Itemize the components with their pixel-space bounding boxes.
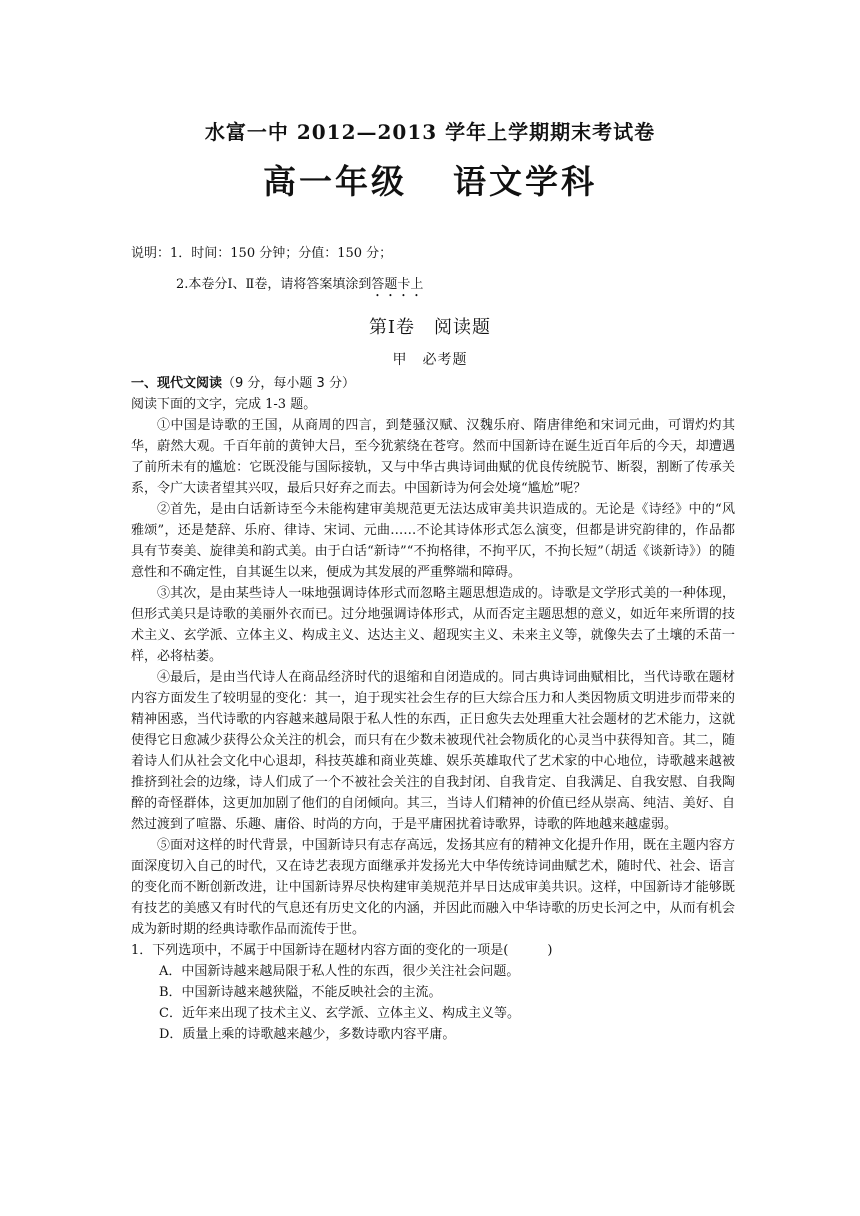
question-1-option-c: C．近年来出现了技术主义、玄学派、立体主义、构成主义等。 <box>159 1006 520 1021</box>
part-heading-title: 一、现代文阅读 <box>131 376 223 391</box>
part-heading-note: （9 分，每小题 3 分） <box>222 376 355 391</box>
reading-body <box>131 373 735 1045</box>
paragraph-1: ①中国是诗歌的王国，从商周的四言，到楚骚汉赋、汉魏乐府、隋唐律绝和宋词元曲，可谓灼灼其华，蔚然大观。千百年前的黄钟大吕，至今犹萦绕在苍穹。然而中国新诗在诞生近百年后的今天，却遭遇了前所未有的尴尬：它既没能与国际接轨，又与中华古典诗词曲赋的优良传统脱节、断裂，割断了传承关系，令广大读者望其兴叹，最后只好弃之而去。中国新诗为何会处境“尴尬”呢？ <box>131 418 735 496</box>
exam-title: 水富一中 2012—2013 学年上学期期末考试卷 <box>204 120 656 144</box>
section-title: 第Ⅰ卷 阅读题 <box>368 317 492 338</box>
question-1-option-a: A．中国新诗越来越局限于私人性的东西，很少关注社会问题。 <box>159 964 520 979</box>
question-1-stem: 1．下列选项中，不属于中国新诗在题材内容方面的变化的一项是( ) <box>131 943 553 958</box>
paragraph-2: ②首先，是由白话新诗至今未能构建审美规范更无法达成审美共识造成的。无论是《诗经》中的“风雅颂”，还是楚辞、乐府、律诗、宋词、元曲……不论其诗体形式怎么演变，但都是讲究韵律的，作品都具有节奏美、旋律美和韵式美。由于白话“新诗”“不拘格律，不拘平仄，不拘长短”（胡适《谈新诗》）的随意性和不确定性，自其诞生以来，便成为其发展的严重弊端和障碍。 <box>131 502 735 580</box>
question-1-option-d: D．质量上乘的诗歌越来越少，多数诗歌内容平庸。 <box>159 1027 456 1042</box>
part-heading <box>131 373 735 394</box>
reading-instruction: 阅读下面的文字，完成 1-3 题。 <box>131 397 317 412</box>
section-subtitle: 甲 必考题 <box>392 352 468 368</box>
subject-label: 语文学科 <box>453 162 597 201</box>
instructions-line-2 <box>176 273 423 300</box>
paragraph-5: ⑤面对这样的时代背景，中国新诗只有志存高远，发扬其应有的精神文化提升作用，既在主题内容方面深度切入自己的时代，又在诗艺表现方面继承并发扬光大中华传统诗词曲赋艺术，随时代、社会、语言的变化而不断创新改进，让中国新诗界尽快构建审美规范并早日达成审美共识。这样，中国新诗才能够既有技艺的美感又有时代的气息还有历史文化的内涵，并因此而融入中华诗歌的历史长河之中，从而有机会成为新时期的经典诗歌作品而流传于世。 <box>131 838 735 937</box>
instructions-line-2-text: 2.本卷分Ⅰ、Ⅱ卷，请将答案填涂到 <box>176 277 372 292</box>
question-1-option-b: B．中国新诗越来越狭隘，不能反映社会的主流。 <box>159 985 442 1000</box>
grade-label: 高一年级 <box>263 162 407 201</box>
paragraph-3: ③其次，是由某些诗人一味地强调诗体形式而忽略主题思想造成的。诗歌是文学形式美的一种体现，但形式美只是诗歌的美丽外衣而已。过分地强调诗体形式，从而否定主题思想的意义，如近年来所谓的技术主义、玄学派、立体主义、构成主义、达达主义、超现实主义、未来主义等，就像失去了土壤的禾苗一样，必将枯萎。 <box>131 586 735 664</box>
answer-card-emphasis: 答题卡上 <box>371 277 424 292</box>
instructions-line-1: 说明：1．时间：150 分钟；分值：150 分； <box>131 246 393 261</box>
grade-subject-title <box>0 156 860 203</box>
paragraph-4: ④最后，是由当代诗人在商品经济时代的退缩和自闭造成的。同古典诗词曲赋相比，当代诗歌在题材内容方面发生了较明显的变化：其一，迫于现实社会生存的巨大综合压力和人类因物质文明进步而带来的精神困惑，当代诗歌的内容越来越局限于私人性的东西，正日愈失去处理重大社会题材的艺术能力，这就使得它日愈减少获得公众关注的机会，而只有在少数未被现代社会物质化的心灵当中获得知音。其二，随着诗人们从社会文化中心退却，科技英雄和商业英雄、娱乐英雄取代了艺术家的中心地位，诗歌越来越被推挤到社会的边缘，诗人们成了一个不被社会关注的自我封闭、自我肯定、自我满足、自我安慰、自我陶醉的奇怪群体，这更加加剧了他们的自闭倾向。其三，当诗人们精神的价值已经从崇高、纯洁、美好、自然过渡到了喧嚣、乐趣、庸俗、时尚的方向，于是平庸困扰着诗歌界，诗歌的阵地越来越虚弱。 <box>131 670 735 832</box>
